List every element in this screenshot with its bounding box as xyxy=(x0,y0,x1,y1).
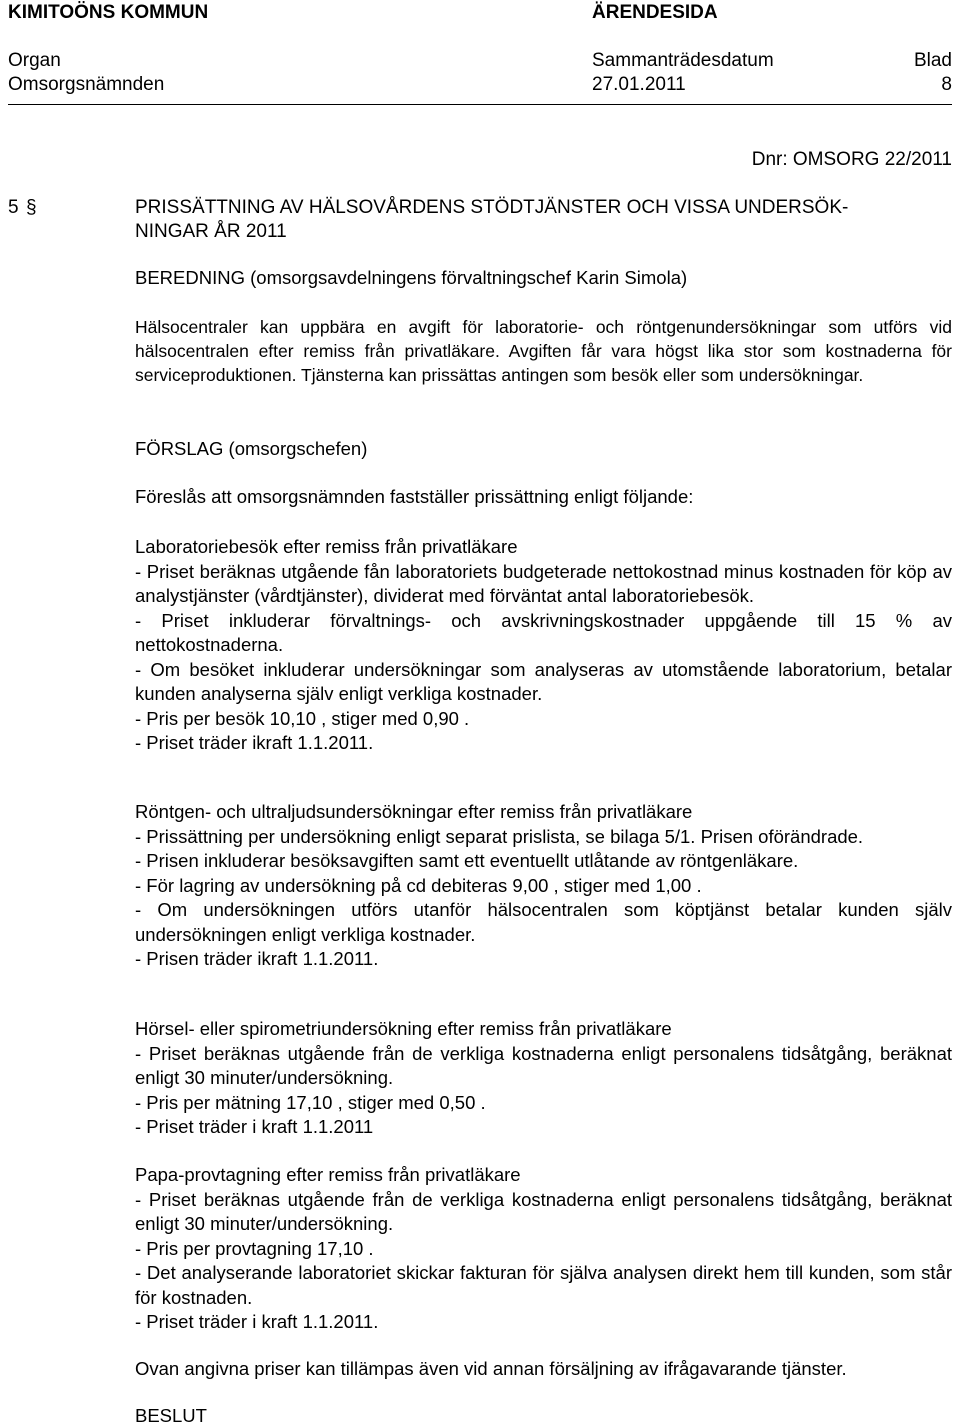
section-papa xyxy=(135,1163,952,1335)
section-text: - Priset beräknas utgående fån laboratoriets budgeterade nettokostnad minus kostnaden för köp av analystjänster (vårdtjänster), dividerat med förväntat antal laboratoriebesök. - Priset inkluderar förvaltnings- och avskrivningskostnader uppgående till 15 % av nettokostnaderna. - Om besöket inkluderar undersökningar som analyseras av utomstående laboratorium, betalar kunden analyserna själv enligt verkliga kostnader. - Pris per besök 10,10 , stiger med 0,90 . - Priset träder ikraft 1.1.2011. xyxy=(135,560,952,753)
organ-value: Omsorgsnämnden xyxy=(8,74,165,95)
diary-number: Dnr: OMSORG 22/2011 xyxy=(751,149,952,170)
forslag-heading: FÖRSLAG (omsorgschefen) xyxy=(135,438,368,459)
section-laboratory xyxy=(135,535,952,756)
section-title: Röntgen- och ultraljudsundersökningar efter remiss från privatläkare xyxy=(135,801,693,822)
section-title: Hörsel- eller spirometriundersökning efter remiss från privatläkare xyxy=(135,1018,672,1039)
date-value: 27.01.2011 xyxy=(592,74,686,95)
document-type: ÄRENDESIDA xyxy=(592,2,718,23)
date-label: Sammanträdesdatum xyxy=(592,50,774,71)
page-value: 8 xyxy=(941,74,952,95)
section-hearing xyxy=(135,1017,952,1140)
forslag-intro: Föreslås att omsorgsnämnden fastställer prissättning enligt följande: xyxy=(135,486,694,507)
municipality-name: KIMITOÖNS KOMMUN xyxy=(8,2,209,23)
organ-label: Organ xyxy=(8,50,61,71)
closing-statement: Ovan angivna priser kan tillämpas även vid annan försäljning av ifrågavarande tjänster. xyxy=(135,1358,847,1379)
page-label: Blad xyxy=(913,50,952,71)
item-number: 5 xyxy=(8,197,19,218)
section-text: - Priset beräknas utgående från de verkliga kostnaderna enligt personalens tidsåtgång, beräknat enligt 30 minuter/undersökning. - Pris per mätning 17,10 , stiger med 0,50 . - Priset träder i kraft 1.1.2011 xyxy=(135,1042,952,1137)
section-text: - Prissättning per undersökning enligt separat prislista, se bilaga 5/1. Prisen oförändrade. - Prisen inkluderar besöksavgiften samt ett eventuellt utlåtande av röntgenläkare. - För lagring av undersökning på cd debiteras 9,00 , stiger med 1,00 . - Om undersökningen utförs utanför hälsocentralen som köptjänst betalar kunden själv undersökningen enligt verkliga kostnader. - Prisen träder ikraft 1.1.2011. xyxy=(135,825,952,969)
section-title: Papa-provtagning efter remiss från privatläkare xyxy=(135,1164,521,1185)
header-divider xyxy=(8,104,952,105)
beredning-heading: BEREDNING (omsorgsavdelningens förvaltningschef Karin Simola) xyxy=(135,267,688,288)
beredning-text: Hälsocentraler kan uppbära en avgift för laboratorie- och röntgenundersökningar som utförs vid hälsocentralen efter remiss från privatläkare. Avgiften får vara högst lika stor som kostnaderna för serviceproduktionen. Tjänsterna kan prissättas antingen som besök eller som undersökningar. xyxy=(135,317,952,385)
section-text: - Priset beräknas utgående från de verkliga kostnaderna enligt personalens tidsåtgång, beräknat enligt 30 minuter/undersökning. - Pris per provtagning 17,10 . - Det analyserande laboratoriet skickar fakturan för själva analysen direkt hem till kunden, som står för kostnaden. - Priset träder i kraft 1.1.2011. xyxy=(135,1188,952,1332)
beslut-heading: BESLUT xyxy=(135,1405,207,1426)
section-mark: § xyxy=(26,197,37,218)
item-title-line-1: PRISSÄTTNING AV HÄLSOVÅRDENS STÖDTJÄNSTER OCH VISSA UNDERSÖK- xyxy=(135,197,849,218)
item-title-line-2: NINGAR ÅR 2011 xyxy=(135,221,287,242)
section-title: Laboratoriebesök efter remiss från privatläkare xyxy=(135,536,518,557)
section-xray xyxy=(135,800,952,972)
